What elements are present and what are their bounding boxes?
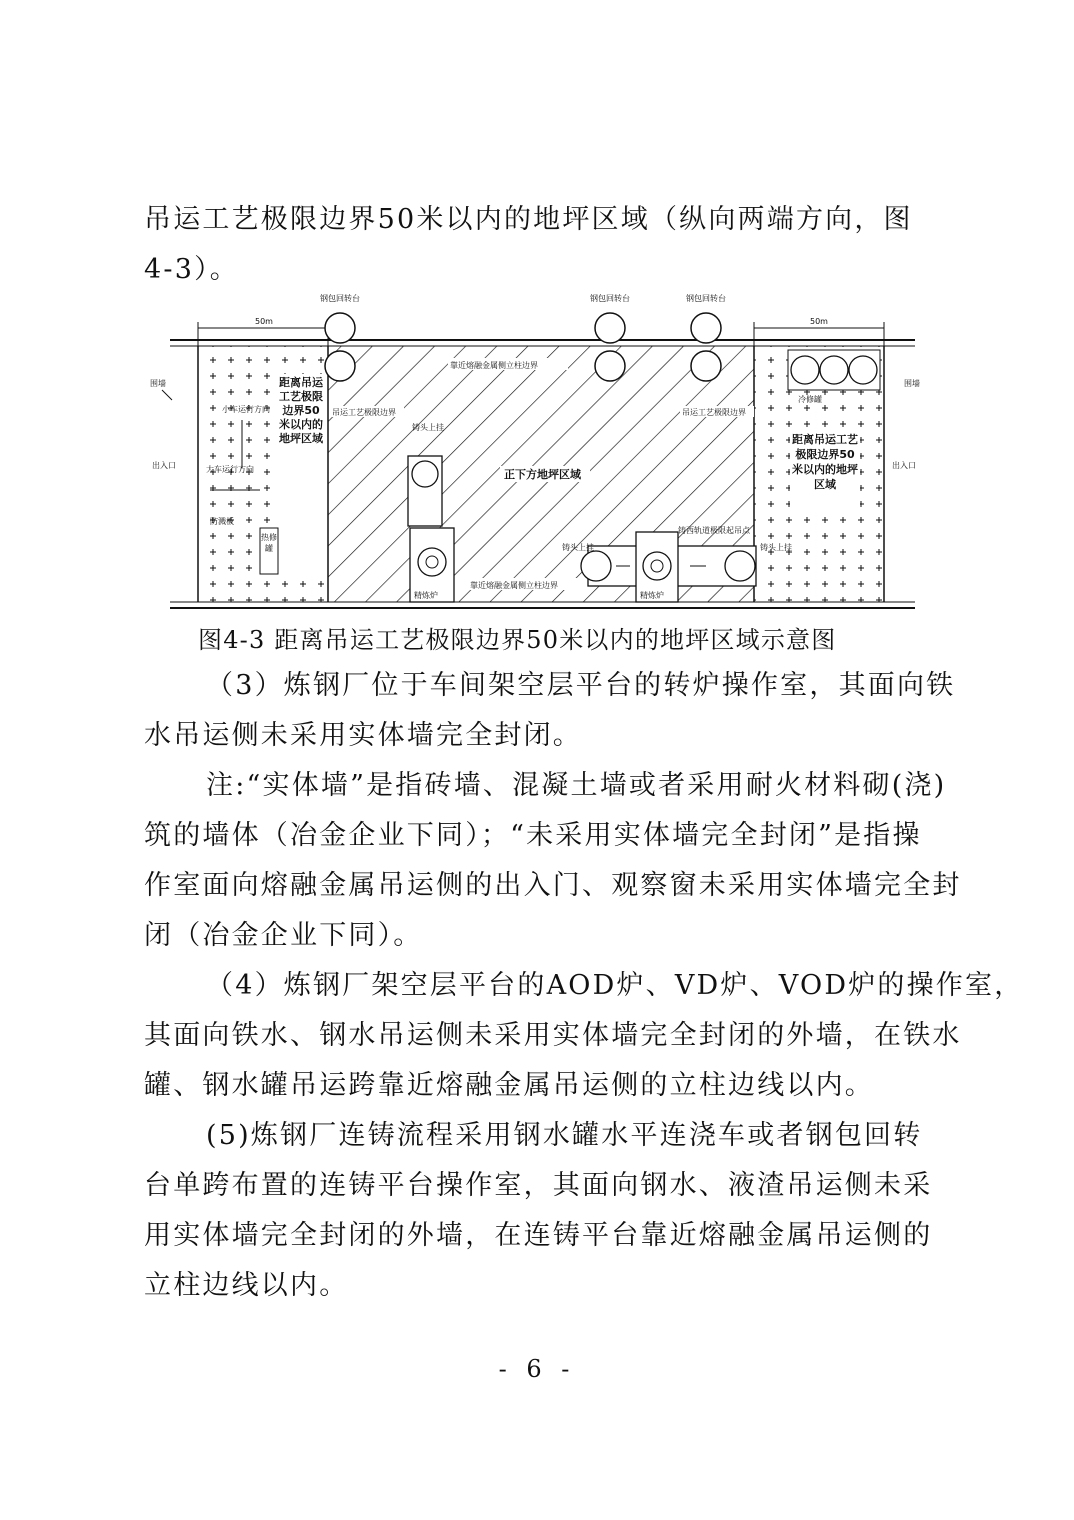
furnace-right-icon: [643, 552, 671, 580]
paragraph-line: 闭（冶金企业下同）。: [144, 920, 423, 951]
paragraph-line: 4-3）。: [144, 254, 239, 285]
cold-ladle-3: [849, 356, 877, 384]
paragraph-line: 筑的墙体（冶金企业下同）；“未采用实体墙完全封闭”是指操: [144, 820, 922, 851]
limit-left-label: 吊运工艺极限边界: [332, 408, 396, 417]
center-zone-label: 正下方地坪区域: [504, 468, 581, 481]
trolley-direction-label: 小车运行方向: [222, 405, 270, 414]
paragraph-line: (5)炼钢厂连铸流程采用钢水罐水平连浇车或者钢包回转: [206, 1120, 923, 1151]
dim-label-left: 50m: [255, 317, 273, 326]
cold-repair-label: 冷修罐: [798, 395, 822, 404]
top-boundary-label: 靠近熔融金属侧立柱边界: [450, 361, 538, 370]
paragraph-line: 立柱边线以内。: [144, 1270, 349, 1301]
limit-right-label: 吊运工艺极限边界: [682, 408, 746, 417]
ladle-turret-2: [590, 293, 630, 381]
paragraph-line: 罐、钢水罐吊运跨靠近熔融金属吊运侧的立柱边线以内。: [144, 1070, 874, 1101]
paragraph-line: 水吊运侧未采用实体墙完全封闭。: [144, 720, 582, 751]
shield-label: 防溅板: [210, 517, 234, 526]
ladle-turret-3: [686, 293, 726, 381]
lift-point-label: 铸西轨道极限起吊点: [678, 526, 750, 535]
wall-right-label: 围墙: [904, 379, 920, 388]
page-number: - 6 -: [498, 1355, 576, 1383]
paragraph-line: 台单跨布置的连铸平台操作室，其面向钢水、液渣吊运侧未采: [144, 1170, 933, 1201]
bottom-boundary-label: 靠近熔融金属侧立柱边界: [470, 581, 558, 590]
paragraph-line: （3）炼钢厂位于车间架空层平台的转炉操作室，其面向铁: [206, 670, 956, 701]
figure-caption: 图4-3 距离吊运工艺极限边界50米以内的地坪区域示意图: [198, 626, 837, 654]
ladle-turret-label: 钢包回转台: [590, 294, 630, 303]
hot-repair-label: 热修罐: [261, 533, 277, 553]
wall-left-label: 围墙: [150, 379, 166, 388]
left-zone-label: 距离吊运工艺极限边界50米以内的地坪区域: [279, 376, 323, 445]
crane-direction-label: 大车运行方向: [206, 465, 254, 474]
paragraph-line: 作室面向熔融金属吊运侧的出入门、观察窗未采用实体墙完全封: [144, 870, 962, 901]
hook-1-label: 铸头上挂: [412, 423, 444, 432]
cold-ladle-2: [820, 356, 848, 384]
paragraph-line: 用实体墙完全封闭的外墙，在连铸平台靠近熔融金属吊运侧的: [144, 1220, 933, 1251]
furnace-left-label: 精炼炉: [414, 591, 438, 600]
furnace-left-icon: [418, 548, 446, 576]
paragraph-line: 注:“实体墙”是指砖墙、混凝土墙或者采用耐火材料砌(浇): [206, 770, 947, 801]
entrance-left-label: 出入口: [152, 461, 176, 470]
right-zone-label: 距离吊运工艺极限边界50米以内的地坪区域: [792, 433, 858, 491]
floor-zone-diagram: [150, 288, 930, 618]
furnace-right-label: 精炼炉: [640, 591, 664, 600]
ladle-turret-label: 钢包回转台: [686, 294, 726, 303]
ladle-turret-label: 钢包回转台: [320, 294, 360, 303]
ladle-turret-1: [320, 293, 360, 381]
paragraph-line: 其面向铁水、钢水吊运侧未采用实体墙完全封闭的外墙，在铁水: [144, 1020, 962, 1051]
paragraph-line: 吊运工艺极限边界50米以内的地坪区域（纵向两端方向，图: [144, 204, 913, 235]
hook-3-label: 铸头上挂: [760, 543, 792, 552]
paragraph-line: （4）炼钢厂架空层平台的AOD炉、VD炉、VOD炉的操作室，: [206, 970, 1024, 1001]
cold-ladle-1: [791, 356, 819, 384]
hook-2-label: 铸头上挂: [562, 543, 594, 552]
entrance-right-label: 出入口: [892, 461, 916, 470]
dim-label-right: 50m: [810, 317, 828, 326]
